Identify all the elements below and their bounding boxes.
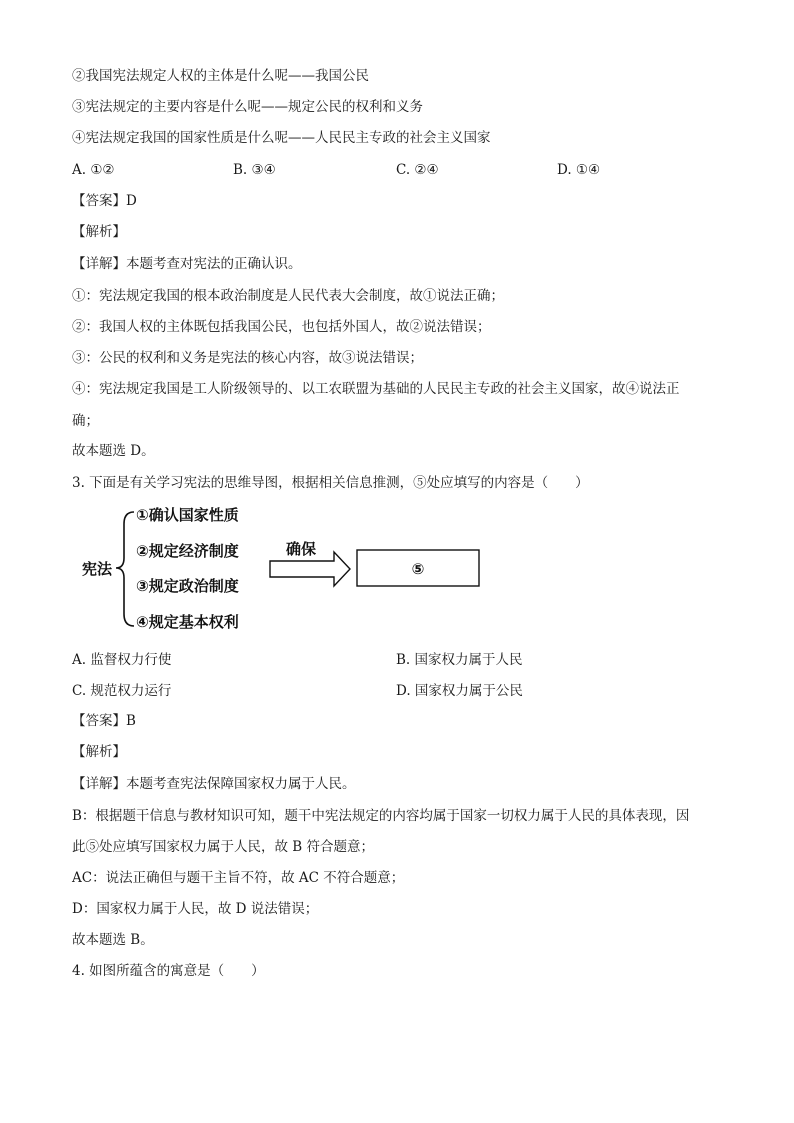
q2-option-d: D. ①④ xyxy=(557,162,601,178)
mind-map-root: 宪法 xyxy=(82,560,113,578)
statement-4: ④宪法规定我国的国家性质是什么呢——人民民主专政的社会主义国家 xyxy=(72,130,491,146)
q2-answer xyxy=(72,191,137,211)
answer-box-label: ⑤ xyxy=(411,560,425,578)
answer-label: 【答案】 xyxy=(72,713,126,729)
answer-value: D xyxy=(126,193,137,209)
q2-explanation-line: 【详解】本题考查对宪法的正确认识。 xyxy=(72,256,302,272)
q2-analysis-label: 【解析】 xyxy=(72,224,126,240)
q3-option-d: D. 国家权力属于公民 xyxy=(396,683,523,699)
q2-explanation-line: ④：宪法规定我国是工人阶级领导的、以工农联盟为基础的人民民主专政的社会主义国家，故④说法正 xyxy=(72,381,680,397)
q2-explanation-line: 确； xyxy=(72,413,99,429)
q3-explanation-line: B：根据题干信息与教材知识可知，题干中宪法规定的内容均属于国家一切权力属于人民的具体表现，因 xyxy=(72,808,690,824)
q2-explanation-line: ①：宪法规定我国的根本政治制度是人民代表大会制度，故①说法正确； xyxy=(72,288,504,304)
answer-value: B xyxy=(126,713,136,729)
q2-option-a: A. ①② xyxy=(72,162,115,178)
q2-option-c: C. ②④ xyxy=(396,162,439,178)
q3-analysis-label: 【解析】 xyxy=(72,744,126,760)
q3-answer xyxy=(72,711,136,731)
q4-stem: 4. 如图所蕴含的寓意是（ ） xyxy=(72,963,265,979)
q3-explanation-line: D：国家权力属于人民，故 D 说法错误； xyxy=(72,901,319,917)
answer-label: 【答案】 xyxy=(72,193,126,209)
q3-explanation-line: 【详解】本题考查宪法保障国家权力属于人民。 xyxy=(72,776,356,792)
q2-option-b: B. ③④ xyxy=(233,162,276,178)
q3-explanation-line: 故本题选 B。 xyxy=(72,932,154,948)
mind-map-item: ①确认国家性质 xyxy=(136,506,239,524)
q3-explanation-line: 此⑤处应填写国家权力属于人民，故 B 符合题意； xyxy=(72,839,375,855)
q2-explanation-line: ③：公民的权利和义务是宪法的核心内容，故③说法错误； xyxy=(72,350,423,366)
statement-3: ③宪法规定的主要内容是什么呢——规定公民的权利和义务 xyxy=(72,99,423,115)
q3-option-b: B. 国家权力属于人民 xyxy=(396,652,523,668)
mind-map-item: ③规定政治制度 xyxy=(136,577,239,595)
arrow-label: 确保 xyxy=(286,540,317,558)
q2-explanation-line: ②：我国人权的主体既包括我国公民，也包括外国人，故②说法错误； xyxy=(72,319,491,335)
mind-map-diagram xyxy=(78,500,498,640)
q2-explanation-line: 故本题选 D。 xyxy=(72,443,155,459)
brace-shape xyxy=(116,512,134,626)
q3-explanation-line: AC：说法正确但与题干主旨不符，故 AC 不符合题意； xyxy=(72,870,405,886)
q3-stem: 3. 下面是有关学习宪法的思维导图，根据相关信息推测，⑤处应填写的内容是（ ） xyxy=(72,475,589,491)
mind-map-item: ②规定经济制度 xyxy=(136,542,239,560)
mind-map-item: ④规定基本权利 xyxy=(136,613,239,631)
q3-option-a: A. 监督权力行使 xyxy=(72,652,172,668)
statement-2: ②我国宪法规定人权的主体是什么呢——我国公民 xyxy=(72,68,369,84)
q3-option-c: C. 规范权力运行 xyxy=(72,683,172,699)
